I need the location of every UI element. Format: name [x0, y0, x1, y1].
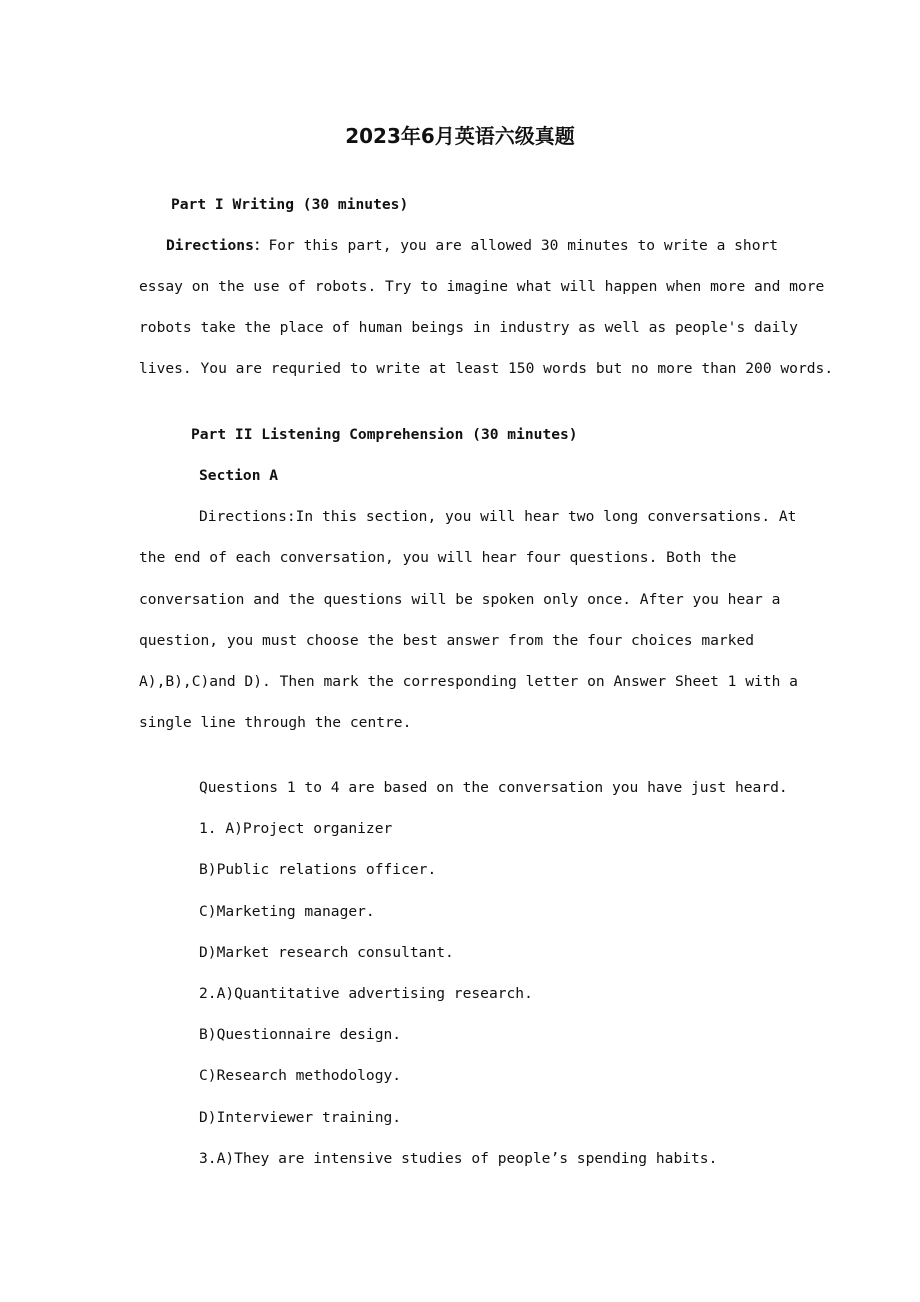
question-line: 1. A)Project organizer — [199, 820, 393, 837]
question-line: D)Market research consultant. — [199, 944, 454, 961]
part2-directions-line-1: Directions:In this section, you will hear two long conversations. At — [199, 508, 797, 525]
section-a-heading: Section A — [199, 467, 279, 484]
part2-directions-line-6: single line through the centre. — [139, 714, 412, 731]
question-line: D)Interviewer training. — [199, 1109, 402, 1126]
question-line: B)Questionnaire design. — [199, 1026, 402, 1043]
part1-directions-label: Directions： — [166, 237, 269, 254]
part1-directions-line-2: essay on the use of robots. Try to imagine what will happen when more and more — [139, 278, 825, 295]
part1-directions-line-3: robots take the place of human beings in industry as well as people's daily — [139, 319, 798, 336]
question-line: C)Marketing manager. — [199, 903, 375, 920]
question-line: 3.A)They are intensive studies of people’s spending habits. — [199, 1150, 718, 1167]
part1-directions-text-1: For this part, you are allowed 30 minutes to write a short — [268, 237, 779, 254]
question-line: B)Public relations officer. — [199, 861, 437, 878]
part2-directions-line-5: A),B),C)and D). Then mark the corresponding letter on Answer Sheet 1 with a — [139, 673, 798, 690]
document-title: 2023年6月英语六级真题 — [345, 124, 575, 148]
question-line: 2.A)Quantitative advertising research. — [199, 985, 533, 1002]
part2-directions-line-4: question, you must choose the best answer from the four choices marked — [139, 632, 755, 649]
part1-directions-line-1 — [166, 236, 778, 256]
question-line: C)Research methodology. — [199, 1067, 402, 1084]
part1-heading: Part I Writing (30 minutes) — [171, 196, 409, 213]
part2-directions-line-3: conversation and the questions will be spoken only once. After you hear a — [139, 591, 781, 608]
part2-directions-line-2: the end of each conversation, you will hear four questions. Both the — [139, 549, 737, 566]
part1-directions-line-4: lives. You are requried to write at least 150 words but no more than 200 words. — [139, 360, 834, 377]
part2-heading: Part II Listening Comprehension (30 minutes) — [191, 426, 578, 443]
questions-intro: Questions 1 to 4 are based on the conversation you have just heard. — [199, 779, 788, 796]
